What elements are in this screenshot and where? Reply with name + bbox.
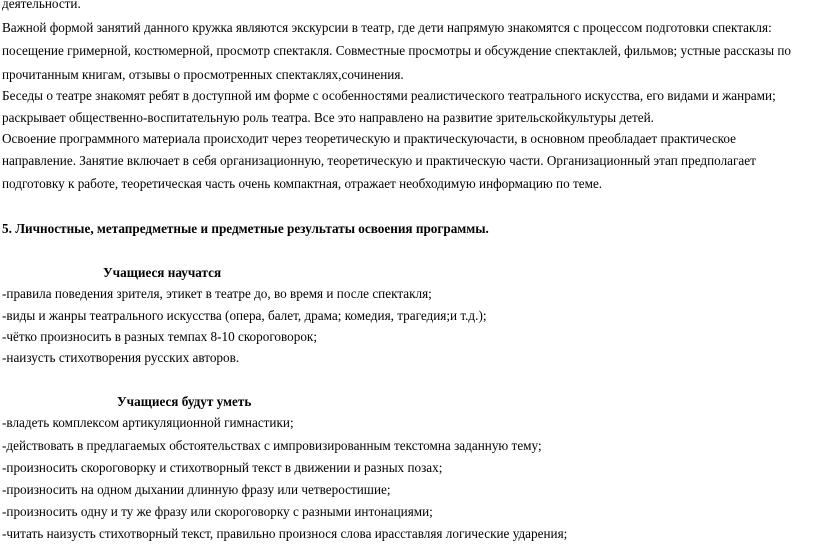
able-item: -действовать в предлагаемых обстоятельствах с импровизированным текстомна заданную тему; (2, 438, 542, 453)
intro-line: Важной формой занятий данного кружка являются экскурсии в театр, где дети напрямую знакомятся с процессом подготовки спектакля: (2, 20, 772, 35)
intro-line: подготовку к работе, теоретическая часть очень компактная, отражает необходимую информацию по теме. (2, 176, 603, 191)
learn-heading: Учащиеся научатся (103, 265, 222, 280)
section-heading: 5. Личностные, метапредметные и предметные результаты освоения программы. (2, 221, 489, 236)
able-item: -читать наизусть стихотворный текст, правильно произнося слова ирасставляя логические ударения; (2, 526, 568, 541)
intro-line: прочитанным книгам, отзывы о просмотренных спектаклях,сочинения. (2, 67, 404, 82)
intro-line: Освоение программного материала происходит через теоретическую и практическуючасти, в основном преобладает практическое (2, 131, 737, 146)
intro-line: деятельности. (2, 0, 81, 11)
intro-line: направление. Занятие включает в себя организационную, теоретическую и практическую части. Организационный этап предполагает (2, 153, 756, 168)
able-item: -произносить скороговорку и стихотворный текст в движении и разных позах; (2, 460, 443, 475)
learn-item: -чётко произносить в разных темпах 8-10 скороговорок; (2, 329, 317, 344)
learn-item: -виды и жанры театрального искусства (опера, балет, драма; комедия, трагедия;и т.д.); (2, 308, 487, 323)
able-item: -произносить на одном дыхании длинную фразу или четверостишие; (2, 482, 391, 497)
intro-line: посещение гримерной, костюмерной, просмотр спектакля. Совместные просмотры и обсуждение спектаклей, фильмов; устные рассказы по (2, 43, 792, 58)
able-item: -владеть комплексом артикуляционной гимнастики; (2, 415, 294, 430)
able-heading: Учащиеся будут уметь (117, 394, 252, 409)
able-item: -произносить одну и ту же фразу или скороговорку с разными интонациями; (2, 504, 433, 519)
learn-item: -правила поведения зрителя, этикет в театре до, во время и после спектакля; (2, 286, 432, 301)
learn-item: -наизусть стихотворения русских авторов. (2, 350, 240, 365)
intro-line: Беседы о театре знакомят ребят в доступной им форме с особенностями реалистического театрального искусства, его видами и жанрами; (2, 88, 776, 103)
intro-line: раскрывает общественно-воспитательную роль театра. Все это направлено на развитие зрительскойкультуры детей. (2, 110, 654, 125)
